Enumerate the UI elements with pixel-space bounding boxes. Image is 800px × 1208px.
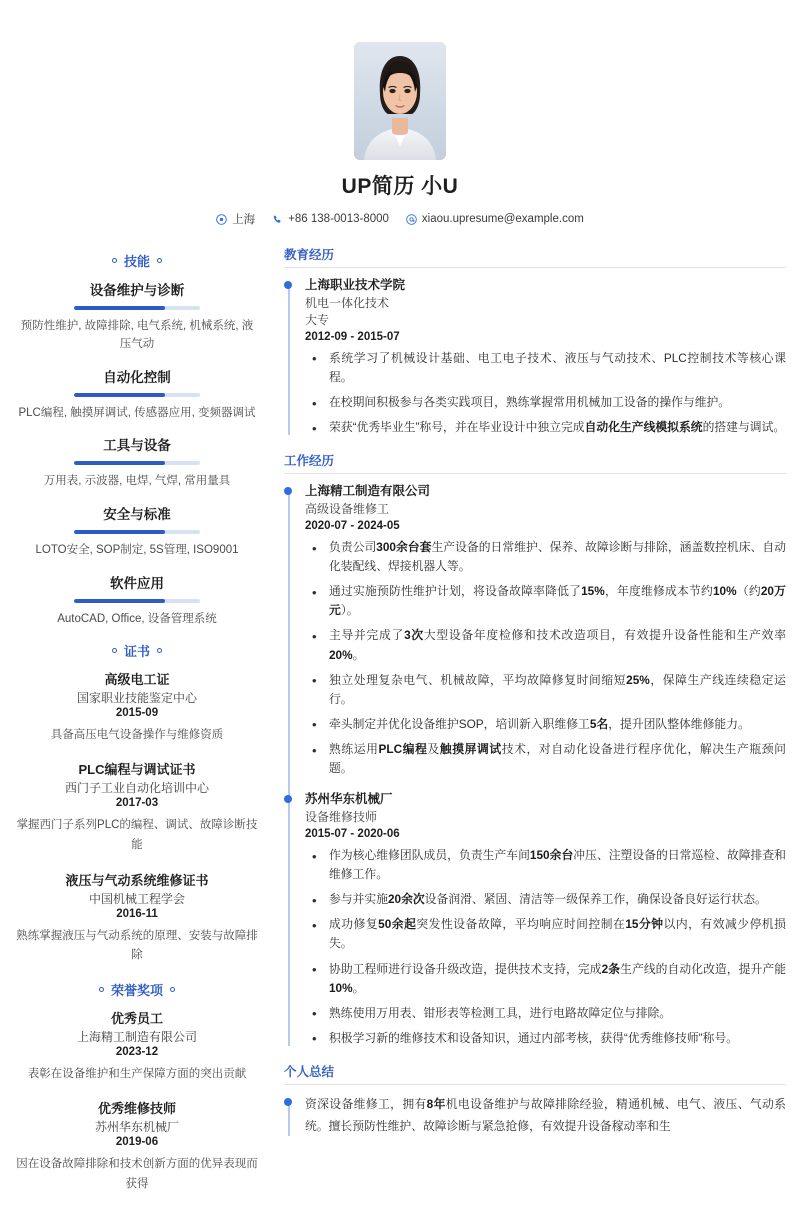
circle-deco-icon <box>157 648 162 653</box>
work-timeline <box>284 483 786 1048</box>
sidebar-heading-awards <box>14 980 260 999</box>
award-org: 苏州华东机械厂 <box>94 1120 179 1135</box>
skill-name: 自动化控制 <box>103 369 171 385</box>
award-description: 表彰在设备维护和生产保障方面的突出贡献 <box>27 1067 247 1080</box>
entry-bullets <box>305 538 786 778</box>
skill-items: LOTO安全, SOP制定, 5S管理, ISO9001 <box>35 544 239 557</box>
skill-block <box>14 279 260 354</box>
award-description: 因在设备故障排除和技术创新方面的优异表现而获得 <box>16 1158 258 1190</box>
section-title-summary: 个人总结 <box>284 1062 786 1085</box>
section-title-work: 工作经历 <box>284 451 786 474</box>
bullet-item: • 积极学习新的维修技术和设备知识，通过内部考核，获得“优秀维修技师”称号。 <box>305 1029 786 1048</box>
portrait-photo-icon <box>354 42 446 160</box>
certificate-date: 2016-11 <box>116 907 158 920</box>
skill-progress-fill <box>74 599 165 603</box>
bullet-item: • 在校期间积极参与各类实践项目，熟练掌握常用机械加工设备的操作与维护。 <box>305 393 786 412</box>
entry-title: 苏州华东机械厂 <box>305 792 393 807</box>
circle-deco-icon <box>157 258 162 263</box>
award-date: 2019-06 <box>115 1136 159 1149</box>
skill-items: AutoCAD, Office, 设备管理系统 <box>57 613 217 626</box>
section-work <box>284 451 786 1048</box>
skill-block <box>14 366 260 423</box>
skill-items: 预防性维护, 故障排除, 电气系统, 机械系统, 液压气动 <box>20 320 254 350</box>
award-title: 优秀员工 <box>110 1010 163 1026</box>
sidebar-heading-certificates-label: 证书 <box>123 643 150 659</box>
entry-date: 2020-07 - 2024-05 <box>305 519 400 532</box>
skill-block <box>14 434 260 491</box>
award-date: 2023-12 <box>115 1045 159 1058</box>
skill-progress-fill <box>74 306 165 310</box>
circle-deco-icon <box>99 987 104 992</box>
skill-progress-fill <box>74 461 165 465</box>
skill-block <box>14 503 260 560</box>
certificate-title: 高级电工证 <box>104 671 170 687</box>
summary-timeline <box>284 1094 786 1138</box>
sidebar-heading-skills <box>14 251 260 270</box>
certificate-date: 2015-09 <box>115 706 159 719</box>
skill-name: 工具与设备 <box>103 438 171 454</box>
contact-location <box>216 211 255 227</box>
bullet-item: • 牵头制定并优化设备维护SOP，培训新入职维修工5名，提升团队整体维修能力。 <box>305 715 786 734</box>
certificate-item <box>14 870 260 966</box>
certificate-item <box>14 669 260 746</box>
bullet-item: • 成功修复50余起突发性设备故障，平均响应时间控制在15分钟以内，有效减少停机损失。 <box>305 915 786 953</box>
skill-items: 万用表, 示波器, 电焊, 气焊, 常用量具 <box>43 475 231 488</box>
timeline-item <box>305 791 786 1048</box>
contact-phone-text: +86 138-0013-8000 <box>288 213 389 225</box>
skill-progress-track <box>74 461 200 465</box>
phone-icon <box>272 214 283 225</box>
main-content <box>272 245 786 1152</box>
award-title: 优秀维修技师 <box>97 1101 176 1117</box>
entry-bullets <box>305 846 786 1048</box>
bullet-item: • 协助工程师进行设备升级改造，提供技术支持，完成2条生产线的自动化改造，提升产能10%。 <box>305 960 786 998</box>
certificate-description: 掌握西门子系列PLC的编程、调试、故障诊断技能 <box>16 819 258 851</box>
skills-list <box>14 279 260 629</box>
certificate-description: 具备高压电气设备操作与维修资质 <box>50 728 224 741</box>
sidebar <box>14 245 272 1208</box>
certificate-org: 西门子工业自动化培训中心 <box>64 781 209 796</box>
skill-name: 设备维护与诊断 <box>89 283 185 298</box>
awards-list <box>14 1008 260 1195</box>
certificate-org: 国家职业技能鉴定中心 <box>76 690 197 705</box>
certificate-title: PLC编程与调试证书 <box>78 762 196 778</box>
contact-phone <box>272 213 389 225</box>
certificate-title: 液压与气动系统维修证书 <box>65 872 209 888</box>
bullet-item: • 熟练运用PLC编程及触摸屏调试技术，对自动化设备进行程序优化，解决生产瓶颈问题。 <box>305 740 786 778</box>
contact-email-text: xiaou.upresume@example.com <box>421 213 584 225</box>
skill-progress-track <box>74 530 200 534</box>
skill-block <box>14 572 260 629</box>
entry-title: 上海职业技术学院 <box>305 278 406 292</box>
entry-title: 上海精工制造有限公司 <box>305 484 431 499</box>
circle-deco-icon <box>112 648 117 653</box>
sidebar-heading-skills-label: 技能 <box>123 254 150 269</box>
contact-email <box>406 213 584 225</box>
bullet-item: • 参与并实施20余次设备润滑、紧固、清洁等一级保养工作，确保设备良好运行状态。 <box>305 890 786 909</box>
circle-deco-icon <box>112 258 117 263</box>
bullet-item: • 独立处理复杂电气、机械故障，平均故障修复时间缩短25%，保障生产线连续稳定运行。 <box>305 671 786 709</box>
certificate-date: 2017-03 <box>115 797 159 810</box>
skill-progress-fill <box>74 530 165 534</box>
entry-bullets <box>305 349 786 437</box>
contact-location-text: 上海 <box>232 214 256 226</box>
skill-progress-fill <box>74 393 165 397</box>
skill-progress-track <box>74 393 200 397</box>
entry-subtitle: 设备维修技师 <box>305 809 378 824</box>
resume-header <box>0 0 800 239</box>
skill-progress-track <box>74 306 200 310</box>
certificate-description: 熟练掌握液压与气动系统的原理、安装与故障排除 <box>16 929 258 962</box>
location-icon <box>216 214 227 225</box>
email-icon <box>406 214 417 225</box>
timeline-item <box>305 277 786 437</box>
bullet-item: • 荣获“优秀毕业生”称号，并在毕业设计中独立完成自动化生产线模拟系统的搭建与调试。 <box>305 418 786 437</box>
section-education <box>284 245 786 437</box>
bullet-item: • 作为核心维修团队成员，负责生产车间150余台冲压、注塑设备的日常巡检、故障排查和维修工作。 <box>305 846 786 884</box>
entry-date: 2012-09 - 2015-07 <box>305 330 400 343</box>
award-org: 上海精工制造有限公司 <box>76 1029 197 1044</box>
certificate-org: 中国机械工程学会 <box>88 891 185 906</box>
entry-subtitle: 高级设备维修工 <box>305 501 390 516</box>
entry-degree: 大专 <box>305 312 330 327</box>
sidebar-heading-certificates <box>14 641 260 660</box>
section-title-education: 教育经历 <box>284 245 786 268</box>
award-item <box>14 1008 260 1085</box>
bullet-item: • 通过实施预防性维护计划，将设备故障率降低了15%，年度维修成本节约10%（约20万元）。 <box>305 582 786 620</box>
bullet-item: • 系统学习了机械设计基础、电工电子技术、液压与气动技术、PLC控制技术等核心课程。 <box>305 349 786 387</box>
bullet-item: • 负责公司300余台套生产设备的日常维护、保养、故障诊断与排除，涵盖数控机床、自动化装配线、焊接机器人等。 <box>305 538 786 576</box>
certificate-item <box>14 759 260 855</box>
entry-date: 2015-07 - 2020-06 <box>305 827 400 840</box>
avatar <box>354 42 446 160</box>
skill-name: 安全与标准 <box>103 507 171 523</box>
certificates-list <box>14 669 260 966</box>
bullet-item: • 主导并完成了3次大型设备年度检修和技术改造项目，有效提升设备性能和生产效率20%。 <box>305 626 786 664</box>
page-title: UP简历 小U <box>341 175 459 198</box>
skill-items: PLC编程, 触摸屏调试, 传感器应用, 变频器调试 <box>18 406 256 419</box>
bullet-item: • 熟练使用万用表、钳形表等检测工具，进行电路故障定位与排除。 <box>305 1004 786 1023</box>
summary-item <box>305 1094 786 1138</box>
contact-row <box>0 211 800 227</box>
skill-progress-track <box>74 599 200 603</box>
sidebar-heading-awards-label: 荣誉奖项 <box>110 982 163 998</box>
award-item <box>14 1098 260 1194</box>
summary-text: 资深设备维修工，拥有8年机电设备维护与故障排除经验，精通机械、电气、液压、气动系统。擅长预防性维护、故障诊断与紧急抢修，有效提升设备稼动率和生 <box>305 1097 786 1133</box>
skill-name: 软件应用 <box>110 576 164 592</box>
resume-body <box>0 239 800 1208</box>
education-timeline <box>284 277 786 437</box>
entry-subtitle: 机电一体化技术 <box>305 295 390 310</box>
section-summary <box>284 1062 786 1138</box>
timeline-item <box>305 483 786 778</box>
circle-deco-icon <box>170 987 175 992</box>
